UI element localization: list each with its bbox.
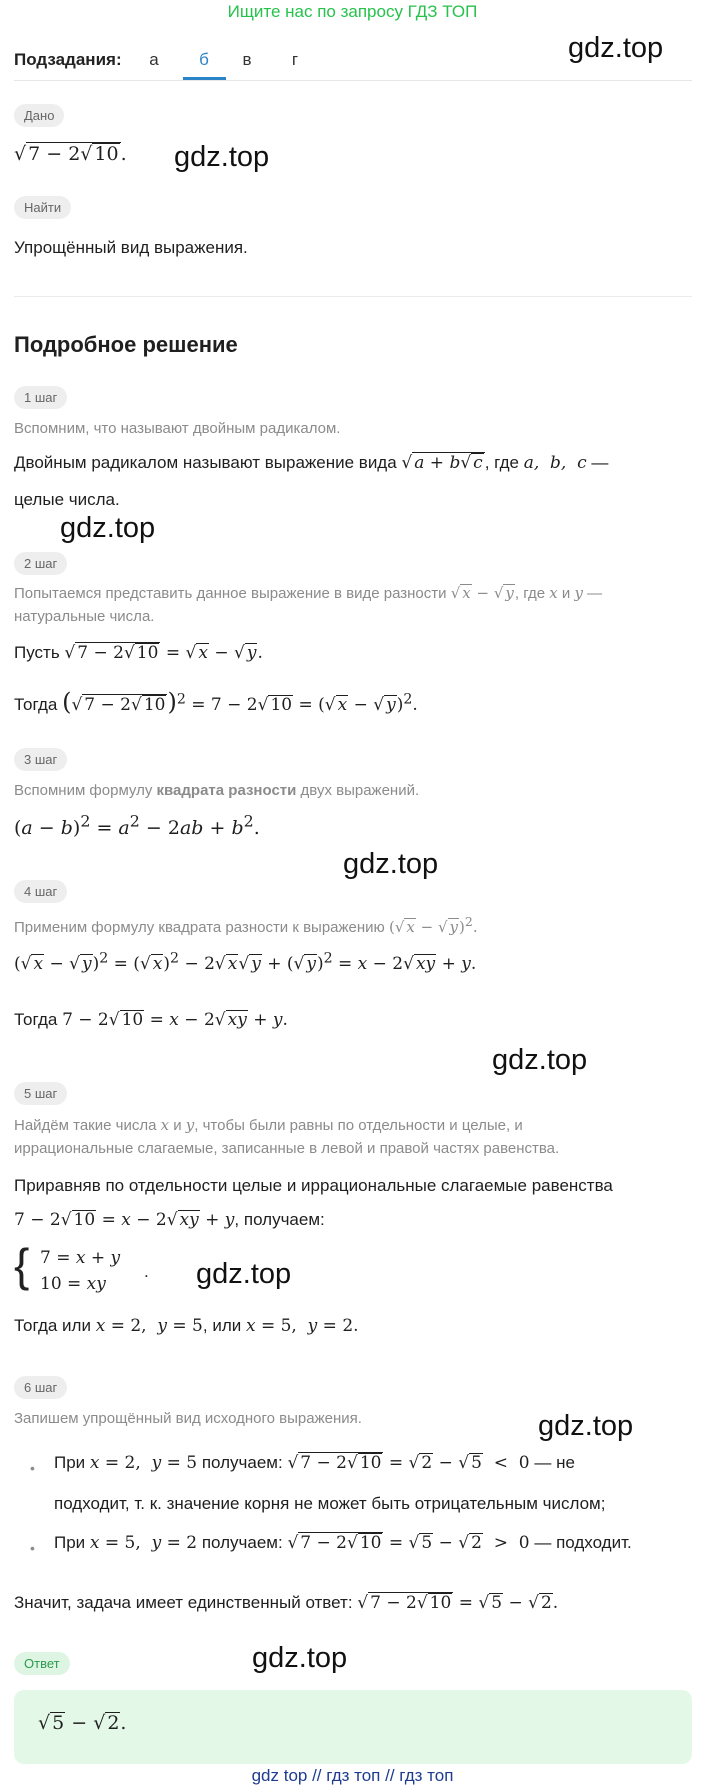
watermark: gdz.top: [174, 141, 270, 173]
step-5-hint: Найдём такие числа x и y, чтобы были равны по отдельности и целые, и: [14, 1116, 523, 1134]
step-3-formula: $(a - b)^2 = a^2 - 2ab + b^2$.: [14, 812, 260, 840]
tab-b[interactable]: б: [199, 50, 209, 69]
step-6-conclusion: Значит, задача имеет единственный ответ: √ 7 − 2√ 10 = √ 5 − √ 2.: [14, 1593, 559, 1613]
step-1-hint: Вспомним, что называют двойным радикалом.: [14, 420, 341, 437]
tab-v[interactable]: в: [242, 50, 252, 69]
watermark: gdz.top: [252, 1642, 348, 1674]
step-6-case-2: При x = 5, y = 2 получаем: √ 7 − 2√ 10 = √ 5 − √ 2 > 0 — подходит.: [54, 1533, 632, 1553]
step-4-expand: (√ x − √ y)$^2$ = (√ x)$^2$ − 2√ x√ y + (√ y)$^2$ = x − 2√ xy + y.: [14, 950, 477, 974]
step-3-hint: Вспомним формулу квадрата разности двух выражений.: [14, 782, 420, 799]
step-5-pill: 5 шаг: [14, 1082, 67, 1105]
watermark: gdz.top: [196, 1258, 292, 1290]
step-1-line2: целые числа.: [14, 490, 120, 509]
find-pill: Найти: [14, 196, 71, 219]
tab-g[interactable]: г: [291, 50, 299, 69]
watermark: gdz.top: [60, 512, 156, 544]
step-6-hint: Запишем упрощённый вид исходного выражения.: [14, 1410, 362, 1427]
step-5-then: Тогда или x = 2, y = 5, или x = 5, y = 2.: [14, 1316, 359, 1336]
step-1-pill: 1 шаг: [14, 386, 67, 409]
given-pill: Дано: [14, 104, 64, 127]
step-6-case-1: При x = 2, y = 5 получаем: √ 7 − 2√ 10 = √ 2 − √ 5 < 0 — не: [54, 1453, 575, 1473]
step-2-hint: Попытаемся представить данное выражение в виде разности √ x − √ y, где x и y —: [14, 584, 603, 602]
section-divider: [14, 296, 692, 297]
step-4-hint: Применим формулу квадрата разности к выражению (√ x − √ y)$^2$.: [14, 914, 478, 936]
bullet-icon: •: [30, 1540, 35, 1556]
bullet-icon: •: [30, 1460, 35, 1476]
watermark: gdz.top: [343, 848, 439, 880]
step-5-line1: Приравняв по отдельности целые и иррациональные слагаемые равенства: [14, 1176, 613, 1195]
step-6-pill: 6 шаг: [14, 1376, 67, 1399]
step-3-pill: 3 шаг: [14, 748, 67, 771]
step-5-hint-cont: иррациональные слагаемые, записанные в левой и правой частях равенства.: [14, 1140, 560, 1157]
watermark: gdz.top: [568, 32, 664, 64]
tab-a[interactable]: а: [149, 50, 159, 69]
tabs-divider: [14, 80, 692, 81]
subtasks-label: Подзадания:: [14, 50, 122, 69]
step-2-hint-cont: натуральные числа.: [14, 608, 155, 625]
watermark: gdz.top: [538, 1410, 634, 1442]
section-title: Подробное решение: [14, 332, 238, 357]
step-6-case-1-cont: подходит, т. к. значение корня не может быть отрицательным числом;: [54, 1494, 606, 1513]
footer-links[interactable]: gdz top // гдз топ // гдз топ: [251, 1766, 454, 1785]
step-2-then: Тогда (√ 7 − 2√ 10)$^2$ = 7 − 2√ 10 = (√ x − √ y)$^2$.: [14, 688, 418, 716]
step-4-pill: 4 шаг: [14, 880, 67, 903]
step-4-then: Тогда 7 − 2√ 10 = x − 2√ xy + y.: [14, 1010, 288, 1030]
watermark: gdz.top: [492, 1044, 588, 1076]
promo-text[interactable]: Ищите нас по запросу ГДЗ ТОП: [227, 2, 478, 21]
step-1-line1: Двойным радикалом называют выражение вида √ a + b√ c , где a, b, c —: [14, 453, 609, 473]
step-2-let: Пусть √ 7 − 2√ 10 = √ x − √ y.: [14, 643, 263, 663]
step-5-line2: 7 − 2√ 10 = x − 2√ xy + y, получаем:: [14, 1210, 325, 1230]
given-expression: √ 7 − 2√ 10 .: [14, 143, 127, 165]
find-text: Упрощённый вид выражения.: [14, 238, 248, 257]
step-2-pill: 2 шаг: [14, 552, 67, 575]
answer-pill: Ответ: [14, 1652, 70, 1675]
answer-expression: √ 5 − √ 2.: [38, 1712, 127, 1734]
